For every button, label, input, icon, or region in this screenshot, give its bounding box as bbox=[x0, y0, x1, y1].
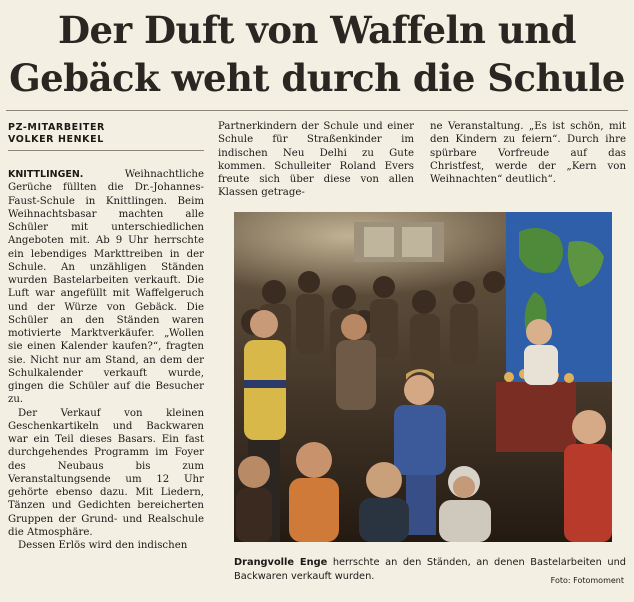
headline-line-2: Gebäck weht durch die Schule bbox=[9, 56, 625, 100]
byline-divider bbox=[8, 150, 204, 151]
byline bbox=[8, 122, 105, 146]
article-column-1 bbox=[8, 168, 204, 552]
caption-lead: Drangvolle Enge bbox=[234, 557, 328, 568]
paragraph-3: Dessen Erlös wird den indischen bbox=[18, 540, 188, 551]
article-column-2 bbox=[218, 120, 414, 200]
paragraph-1 bbox=[8, 168, 204, 407]
paragraph-1-text: Weihnachtliche Gerüche füllten die Dr.-Johannes-Faust-Schule in Knittlingen. Beim Weihnachtsbasar machten alle Schüler mit unterschiedlichen Angeboten mit. Ab 9 Uhr herrschte ein lebendiges Markttreiben in der Schule. An unzähligen Ständen wurden Bastelarbeiten verkauft. Die Luft war angefüllt mit Waffelgeruch und der Würze von Gebäck. Die Schüler an den Ständen waren motivierte Marktverkäufer. „Wollen sie einen Kalender kaufen?“, fragten sie. Nicht nur am Stand, an dem der Schulkalender verkauft wurde, gingen die Schüler auf die Besucher zu. bbox=[8, 169, 204, 406]
byline-name: VOLKER HENKEL bbox=[8, 134, 104, 145]
column-2-text: Partnerkindern der Schule und einer Schule für Straßenkinder im indischen Neu Delhi zu Gute kommen. Schulleiter Roland Evers freute sich über diese von allen Klassen getrage- bbox=[218, 121, 414, 199]
photo-credit: Foto: Fotomoment bbox=[550, 576, 624, 585]
column-3-text: ne Veranstaltung. „Es ist schön, mit den Kindern zu feiern“. Durch ihre spürbare Vorfreude auf das Christfest, werde der „Kern von Weihnachten“ deutlich“. bbox=[430, 121, 626, 185]
byline-role: PZ-MITARBEITER bbox=[8, 122, 105, 133]
article-column-3 bbox=[430, 120, 626, 186]
caption-text: herrschte an den Ständen, an denen Bastelarbeiten und Backwaren verkauft wurden. bbox=[234, 557, 626, 582]
headline-line-1: Der Duft von Waffeln und bbox=[57, 8, 577, 52]
headline-divider bbox=[6, 110, 628, 111]
headline bbox=[0, 6, 634, 102]
paragraph-2: Der Verkauf von kleinen Geschenkartikeln und Backwaren war ein Teil dieses Basars. Ein fast durchgehendes Programm im Foyer des Neubaus bis zum Veranstaltungsende um 12 Uhr gehörte ebenso dazu. Mit Liedern, Tänzen und Gedichten bereicherten Gruppen der Grund- und Realschule die Atmosphäre. bbox=[8, 407, 204, 538]
article-photo bbox=[234, 212, 612, 542]
photo-crowd-illustration bbox=[234, 212, 612, 542]
dateline: KNITTLINGEN. bbox=[8, 169, 84, 180]
